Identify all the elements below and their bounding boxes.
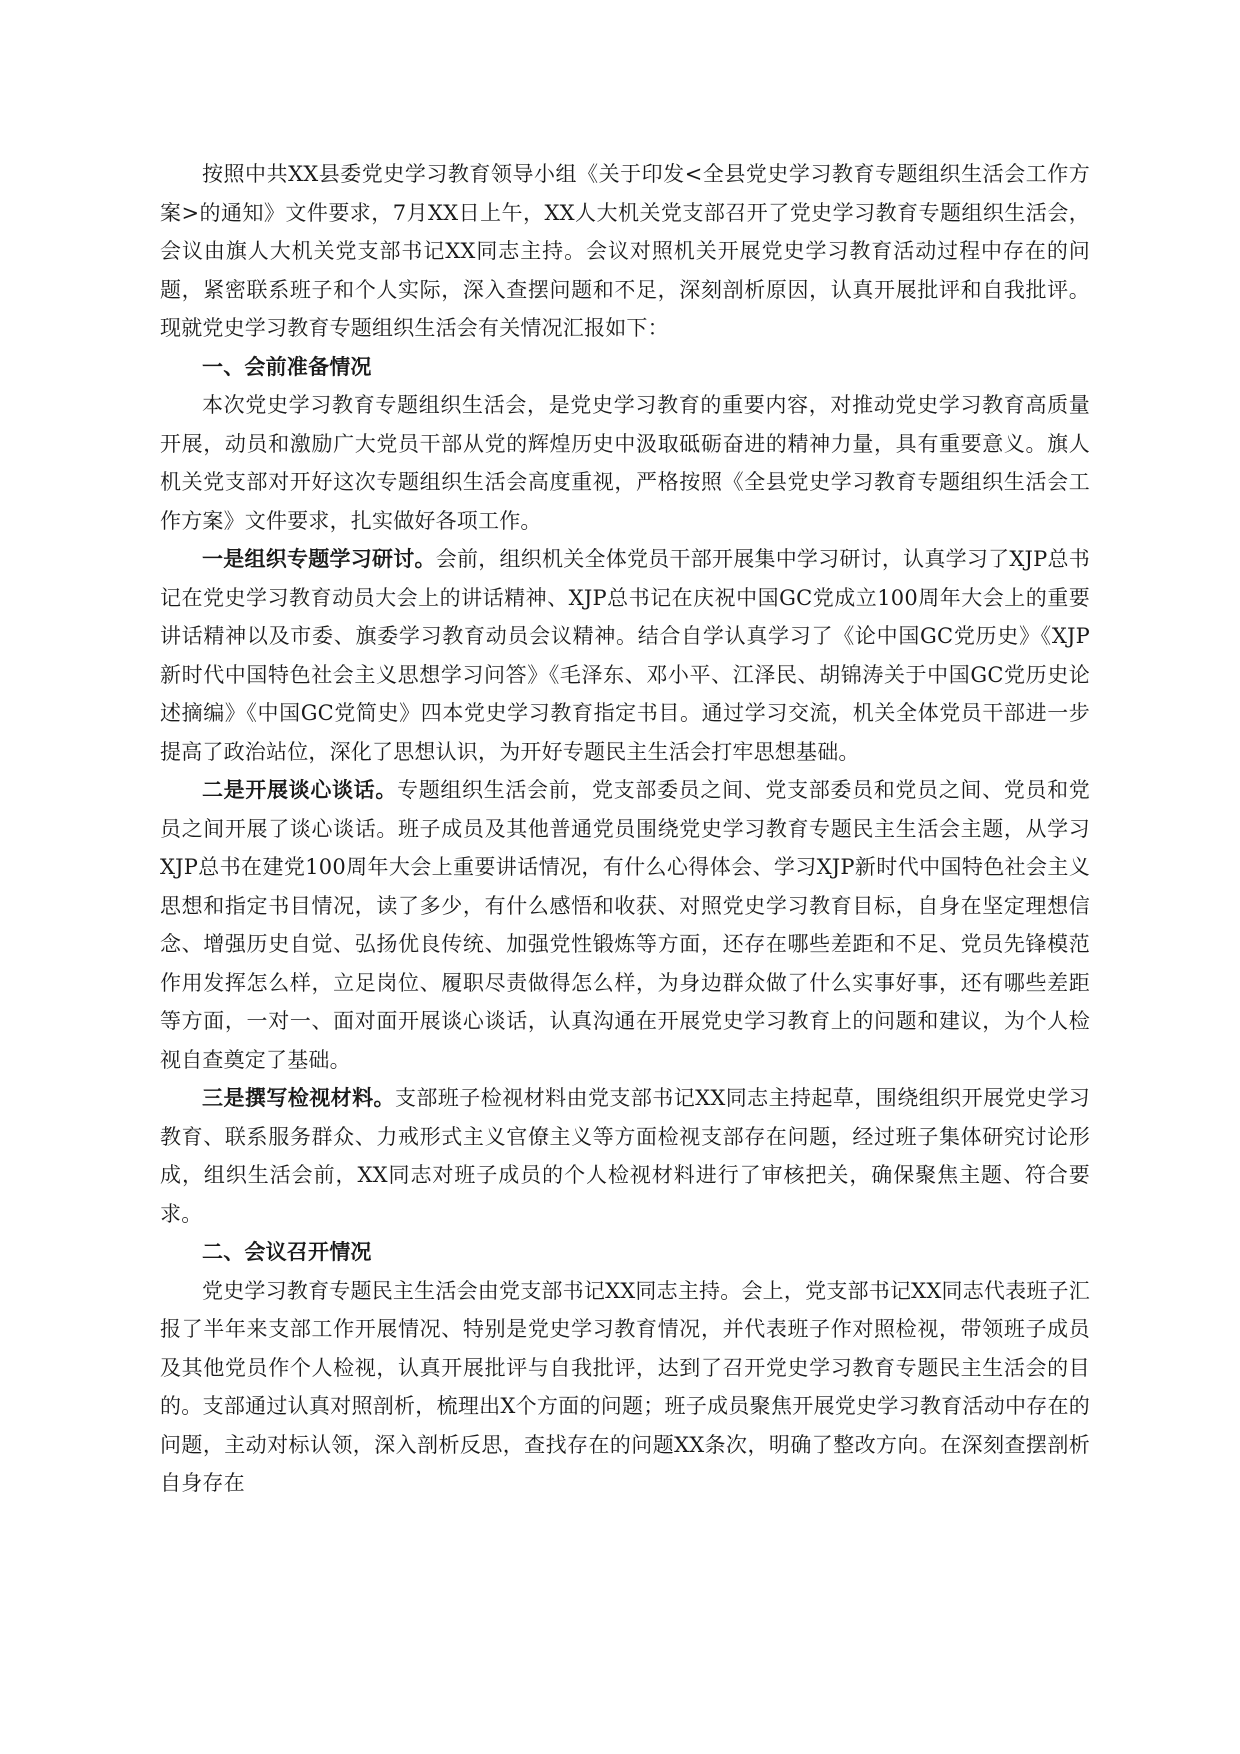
study-lead: 一是组织专题学习研讨。 [202, 546, 436, 571]
material-paragraph [160, 1079, 1090, 1233]
prep-paragraph: 本次党史学习教育专题组织生活会，是党史学习教育的重要内容，对推动党史学习教育高质量开展，动员和激励广大党员干部从党的辉煌历史中汲取砥砺奋进的精神力量，具有重要意义。旗人机关党支部对开好这次专题组织生活会高度重视，严格按照《全县党史学习教育专题组织生活会工作方案》文件要求，扎实做好各项工作。 [160, 393, 1090, 533]
study-body: 会前，组织机关全体党员干部开展集中学习研讨，认真学习了XJP总书记在党史学习教育动员大会上的讲话精神、XJP总书记在庆祝中国GC党成立100周年大会上的重要讲话精神以及市委、旗委学习教育动员会议精神。结合自学认真学习了《论中国GC党历史》《XJP新时代中国特色社会主义思想学习问答》《毛泽东、邓小平、江泽民、胡锦涛关于中国GC党历史论述摘编》《中国GC党简史》四本党史学习教育指定书目。通过学习交流，机关全体党员干部进一步提高了政治站位，深化了思想认识，为开好专题民主生活会打牢思想基础。 [160, 547, 1091, 764]
talk-body: 专题组织生活会前，党支部委员之间、党支部委员和党员之间、党员和党员之间开展了谈心谈话。班子成员及其他普通党员围绕党史学习教育专题民主生活会主题，从学习XJP总书在建党100周年大会上重要讲话情况，有什么心得体会、学习XJP新时代中国特色社会主义思想和指定书目情况，读了多少，有什么感悟和收获、对照党史学习教育目标，自身在坚定理想信念、增强历史自觉、弘扬优良传统、加强党性锻炼等方面，还存在哪些差距和不足、党员先锋模范作用发挥怎么样，立足岗位、履职尽责做得怎么样，为身边群众做了什么实事好事，还有哪些差距等方面，一对一、面对面开展谈心谈话，认真沟通在开展党史学习教育上的问题和建议，为个人检视自查奠定了基础。 [160, 778, 1090, 1072]
study-paragraph [160, 540, 1090, 771]
talk-paragraph [160, 771, 1090, 1079]
meeting-paragraph: 党史学习教育专题民主生活会由党支部书记XX同志主持。会上，党支部书记XX同志代表班子汇报了半年来支部工作开展情况、特别是党史学习教育情况，并代表班子作对照检视，带领班子成员及其他党员作个人检视，认真开展批评与自我批评，达到了召开党史学习教育专题民主生活会的目的。支部通过认真对照剖析，梳理出X个方面的问题；班子成员聚焦开展党史学习教育活动中存在的问题，主动对标认领，深入剖析反思，查找存在的问题XX条次，明确了整改方向。在深刻查摆剖析自身存在 [160, 1278, 1090, 1495]
talk-lead: 二是开展谈心谈话。 [202, 777, 398, 802]
material-lead: 三是撰写检视材料。 [202, 1085, 395, 1110]
section-heading-2: 二、会议召开情况 [202, 1239, 372, 1264]
intro-paragraph: 按照中共XX县委党史学习教育领导小组《关于印发<全县党史学习教育专题组织生活会工作方案>的通知》文件要求，7月XX日上午，XX人大机关党支部召开了党史学习教育专题组织生活会，会议由旗人大机关党支部书记XX同志主持。会议对照机关开展党史学习教育活动过程中存在的问题，紧密联系班子和个人实际，深入查摆问题和不足，深刻剖析原因，认真开展批评和自我批评。现就党史学习教育专题组织生活会有关情况汇报如下： [160, 162, 1090, 340]
section-heading-1: 一、会前准备情况 [202, 353, 372, 379]
document-page [160, 155, 1090, 1503]
material-body: 支部班子检视材料由党支部书记XX同志主持起草，围绕组织开展党史学习教育、联系服务群众、力戒形式主义官僚主义等方面检视支部存在问题，经过班子集体研究讨论形成，组织生活会前，XX同志对班子成员的个人检视材料进行了审核把关，确保聚焦主题、符合要求。 [160, 1086, 1090, 1226]
